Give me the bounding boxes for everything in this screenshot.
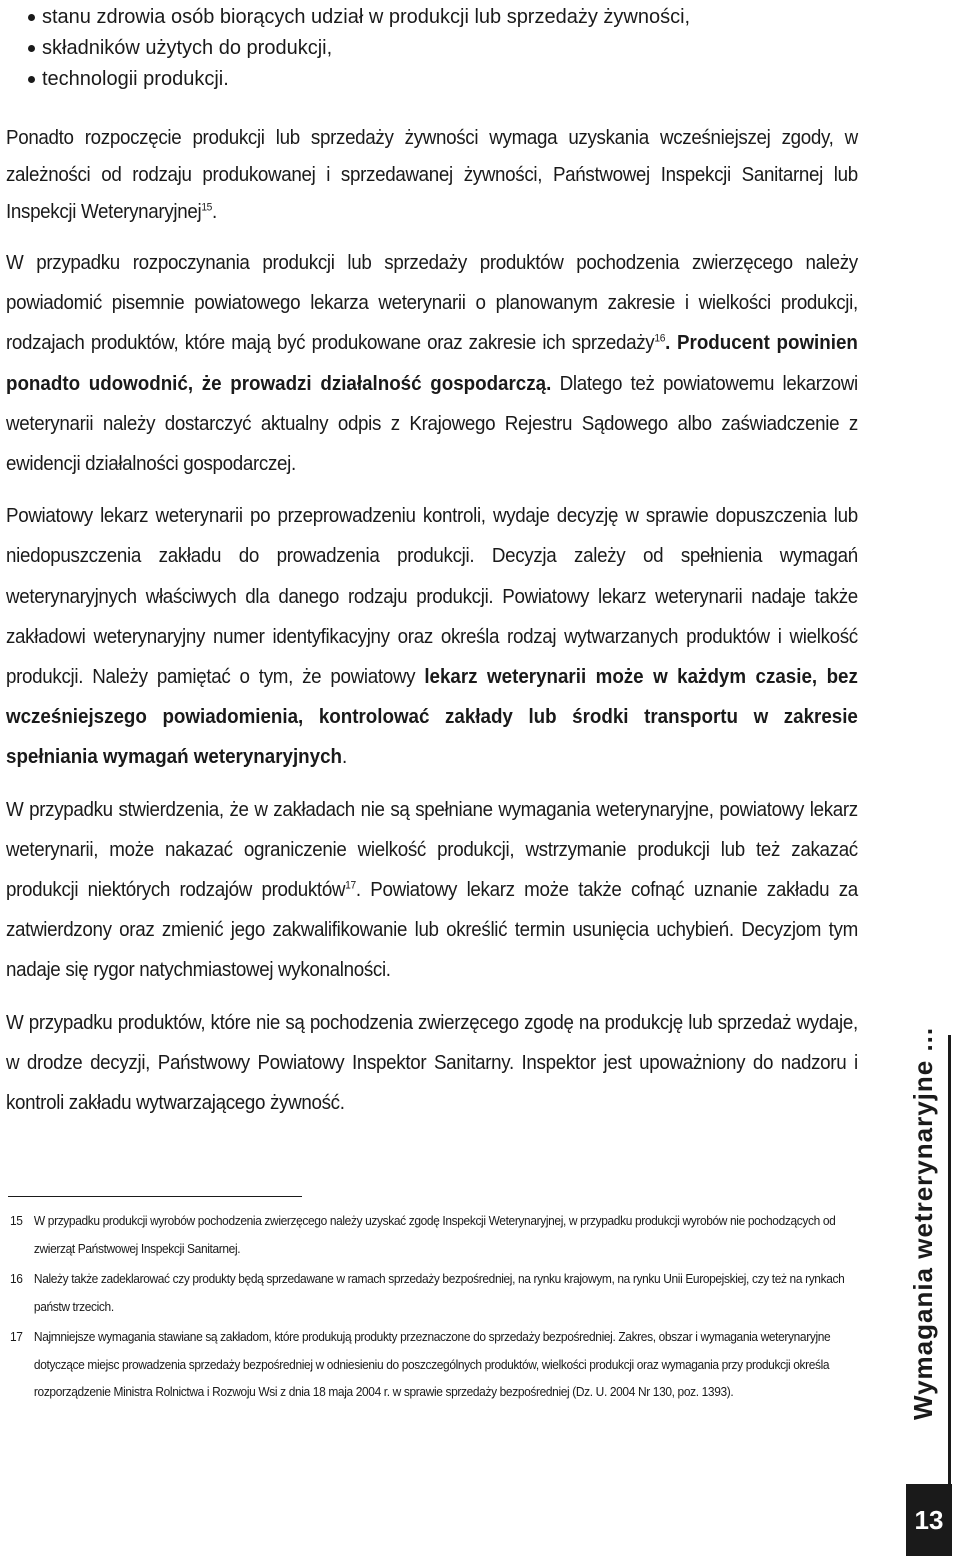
footnote-ref[interactable]: 15 <box>201 201 213 214</box>
paragraph-text: W przypadku stwierdzenia, że w zakładach nie są spełniane wymagania weterynaryjne, powiatowy lekarz weterynarii, może nakazać ograniczenie wielkość produkcji, wstrzymanie produkcji lub też zakazać produkcji niektórych rodzajów produktów <box>6 798 858 902</box>
footnote-number: 17 <box>10 1329 23 1344</box>
paragraph-text: . Powiatowy lekarz może także cofnąć uznanie zakładu za zatwierdzony oraz zmienić jego zakwalifikowanie lub określić termin usunięcia uchybień. Decyzjom tym nadaje się rygor natychmiastowej wykonalności. <box>6 879 858 982</box>
list-item: składników użytych do produkcji, <box>28 33 690 64</box>
footnote <box>10 1323 862 1406</box>
paragraph-text: Powiatowy lekarz weterynarii po przeprowadzeniu kontroli, wydaje decyzję w sprawie dopuszczenia lub niedopuszczenia zakładu do prowadzenia produkcji. Decyzja zależy od spełnienia wymagań weterynaryjnych właściwych dla danego rodzaju produkcji. Powiatowy lekarz weterynarii nadaje także zakładowi weterynaryjny numer identyfikacyjny oraz określa rodzaj wytwarzanych produktów i wielkość produkcji. Należy pamiętać o tym, że powiatowy <box>6 505 858 689</box>
paragraph <box>6 243 858 484</box>
list-item: technologii produkcji. <box>28 64 690 95</box>
footnote-number: 15 <box>10 1213 23 1228</box>
paragraph-text: W przypadku produktów, które nie są pochodzenia zwierzęcego zgodę na produkcję lub sprzedaż wydaje, w drodze decyzji, Państwowy Powiatowy Inspektor Sanitarny. Inspektor jest upoważniony do nadzoru i kontroli zakładu wytwarzającego żywność. <box>6 1011 858 1115</box>
footnote-text: Najmniejsze wymagania stawiane są zakładom, które produkują produkty przeznaczone do sprzedaży bezpośredniej. Zakres, obszar i wymagania weterynaryjne dotyczące miejsc prowadzenia sprzedaży bezpośredniej w odniesieniu do poszczególnych produktów, wielkości produkcji oraz wymagania przy produkcji określa rozporządzenie Ministra Rolnictwa i Rozwoju Wsi z dnia 18 maja 2004 r. w sprawie sprzedaży bezpośredniej (Dz. U. 2004 Nr 130, poz. 1393). <box>33 1329 831 1399</box>
footnote-ref[interactable]: 17 <box>345 879 356 892</box>
footnote <box>10 1265 862 1320</box>
paragraph-text: Ponadto rozpoczęcie produkcji lub sprzedaży żywności wymaga uzyskania wcześniejszej zgody, w zależności od rodzaju produkowanej i sprzedawanej żywności, Państwowej Inspekcji Sanitarnej lub Inspekcji Weterynaryjnej <box>6 127 858 223</box>
paragraph-end: . <box>212 201 217 223</box>
page-number: 13 <box>906 1484 952 1556</box>
paragraph <box>6 120 858 231</box>
paragraph <box>6 1003 858 1124</box>
side-divider <box>948 1035 951 1485</box>
footnote <box>10 1207 862 1262</box>
paragraph <box>6 496 858 777</box>
footnote-text: W przypadku produkcji wyrobów pochodzenia zwierzęcego należy uzyskać zgodę Inspekcji Weterynaryjnej, w przypadku produkcji wyrobów nie pochodzących od zwierząt Państwowej Inspekcji Sanitarnej. <box>33 1213 836 1256</box>
body-text <box>6 120 858 1135</box>
paragraph <box>6 790 858 991</box>
footnote-divider <box>8 1196 302 1197</box>
section-side-title: Wymagania wetrerynaryjne ... <box>908 1026 938 1420</box>
list-item: stanu zdrowia osób biorących udział w produkcji lub sprzedaży żywności, <box>28 2 690 33</box>
paragraph-end: . <box>341 746 347 769</box>
paragraph-text: Dlatego też powiatowemu lekarzowi weterynarii należy dostarczyć aktualny odpis z Krajowego Rejestru Sądowego albo zaświadczenie z ewidencji działalności gospodarczej. <box>6 372 858 476</box>
footnote-text: Należy także zadeklarować czy produkty będą sprzedawane w ramach sprzedaży bezpośredniej, na rynku krajowym, na rynku Unii Europejskiej, czy też na rynkach państw trzecich. <box>33 1271 845 1314</box>
footnotes <box>10 1207 890 1409</box>
emphasis-text: . Producent powinien ponadto udowodnić, że prowadzi działalność gospodarczą. <box>6 332 858 395</box>
bullet-list <box>28 2 690 95</box>
footnote-ref[interactable]: 16 <box>654 332 666 345</box>
paragraph-text: W przypadku rozpoczynania produkcji lub sprzedaży produktów pochodzenia zwierzęcego należy powiadomić pisemnie powiatowego lekarza weterynarii o planowanym zakresie i wielkości produkcji, rodzajach produktów, które mają być produkowane oraz zakresie ich sprzedaży <box>6 252 858 355</box>
emphasis-text: lekarz weterynarii może w każdym czasie, bez wcześniejszego powiadomienia, kontrolować zakłady lub środki transportu w zakresie spełniania wymagań weterynaryjnych <box>6 666 858 769</box>
footnote-number: 16 <box>10 1271 23 1286</box>
